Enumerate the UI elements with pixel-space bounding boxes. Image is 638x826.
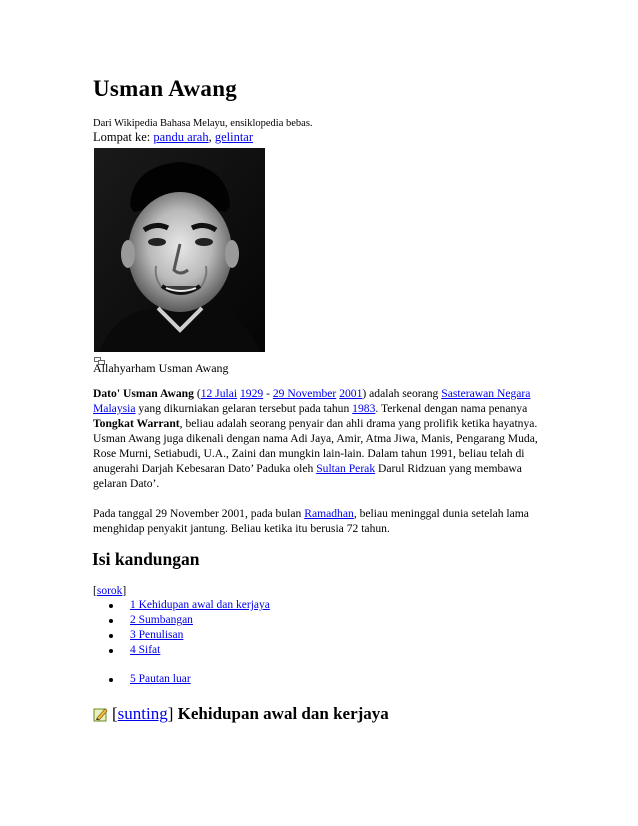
bullet-icon xyxy=(109,649,113,653)
birth-year-link[interactable]: 1929 xyxy=(239,387,264,400)
year-1983-link[interactable]: 1983 xyxy=(352,402,376,415)
bullet-icon xyxy=(109,678,113,682)
toc-item xyxy=(93,598,270,613)
jump-links xyxy=(93,130,253,145)
text-segment: Darul Ridzuan yang membawa gelaran Dato’. xyxy=(93,462,522,490)
toc-link[interactable]: 1 Kehidupan awal dan kerjaya xyxy=(130,599,270,611)
sasterawan-negara-link[interactable]: Sasterawan Negara xyxy=(441,387,531,400)
jump-navigation-link[interactable]: pandu arah xyxy=(153,130,209,144)
toc-item xyxy=(93,613,270,628)
portrait-photo[interactable] xyxy=(94,148,265,352)
jump-search-link[interactable]: gelintar xyxy=(214,130,254,144)
text-segment: Pada tanggal 29 November 2001, pada bulan xyxy=(93,507,305,520)
sultan-perak-link[interactable]: Sultan Perak xyxy=(316,462,376,475)
pen-name: Tongkat Warrant xyxy=(93,417,180,430)
edit-section-link[interactable]: sunting xyxy=(117,704,168,723)
site-subtitle: Dari Wikipedia Bahasa Melayu, ensiklopedia bebas. xyxy=(93,118,313,129)
toc-item xyxy=(93,672,270,687)
image-caption: Allahyarham Usman Awang xyxy=(93,361,229,375)
subject-name: Dato' Usman Awang xyxy=(93,387,194,400)
toc-hide-link[interactable]: sorok xyxy=(96,585,123,597)
toc-bracket-close: ] xyxy=(122,585,127,597)
toc-list xyxy=(93,598,270,687)
intro-paragraph xyxy=(93,386,548,491)
death-paragraph xyxy=(93,506,548,536)
toc-title: Isi kandungan xyxy=(92,549,200,569)
toc-item xyxy=(93,643,270,658)
text-segment: , beliau adalah seorang penyair dan ahli drama yang prolifik ketika hayatnya. Usman Awang juga dikenali dengan nama Adi Jaya, Amir, Atma Jiwa, Manis, Pengarang Muda, Rose Murni, Setiabudi, U.A., Zaini dan mungkin lain-lain. Dalam tahun 1991, beliau telah di anugerahi Darjah Kebesaran Dato’ Paduka oleh xyxy=(93,417,538,475)
portrait-image xyxy=(94,148,265,352)
text-segment: ( xyxy=(193,387,201,400)
text-segment: ) adalah seorang xyxy=(362,387,442,400)
toc-toggle xyxy=(93,585,126,597)
bullet-icon xyxy=(109,634,113,638)
birth-date-link[interactable]: 12 Julai xyxy=(200,387,238,400)
section-title: Kehidupan awal dan kerjaya xyxy=(177,704,389,723)
toc-item xyxy=(93,628,270,643)
jump-separator: , xyxy=(208,130,212,144)
death-date-link[interactable]: 29 November xyxy=(272,387,337,400)
section-heading xyxy=(93,704,389,724)
malaysia-link[interactable]: Malaysia xyxy=(93,402,136,415)
toc-link[interactable]: 2 Sumbangan xyxy=(130,614,193,626)
death-year-link[interactable]: 2001 xyxy=(339,387,363,400)
text-segment: - xyxy=(263,387,273,400)
text-segment: yang dikurniakan gelaran tersebut pada tahun xyxy=(135,402,353,415)
bullet-icon xyxy=(109,619,113,623)
text-segment: , beliau meninggal dunia setelah lama menghidap penyakit jantung. Beliau ketika itu berusia 72 tahun. xyxy=(93,507,529,535)
ramadhan-link[interactable]: Ramadhan xyxy=(304,507,354,520)
toc-link[interactable]: 3 Penulisan xyxy=(130,629,184,641)
edit-bracket-open: [ xyxy=(112,704,118,723)
page-title: Usman Awang xyxy=(93,76,238,101)
jump-label: Lompat ke: xyxy=(93,130,151,144)
toc-bracket-open: [ xyxy=(93,585,97,597)
edit-bracket-close: ] xyxy=(167,704,174,723)
bullet-icon xyxy=(109,604,113,608)
toc-link[interactable]: 5 Pautan luar xyxy=(130,673,191,685)
text-segment: . Terkenal dengan nama penanya xyxy=(375,402,528,415)
edit-icon[interactable] xyxy=(93,706,109,722)
magnify-icon[interactable] xyxy=(94,352,105,360)
toc-link[interactable]: 4 Sifat xyxy=(130,644,161,656)
